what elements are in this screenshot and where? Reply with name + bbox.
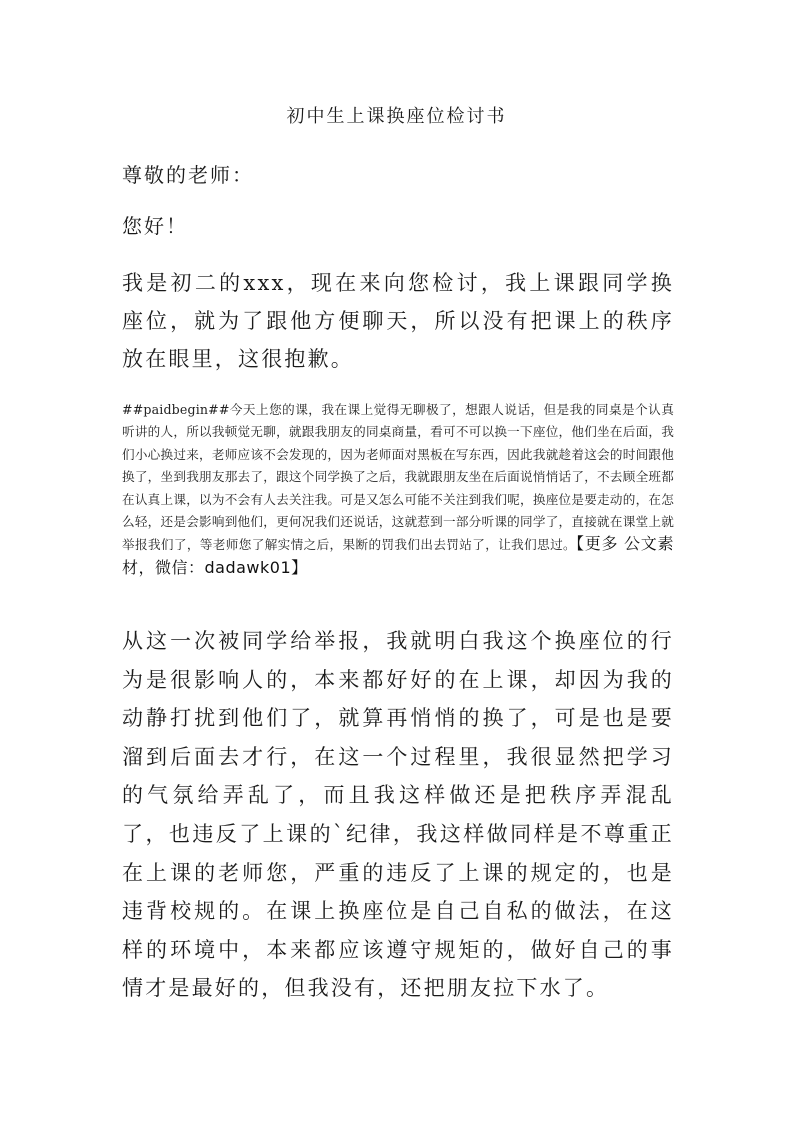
document-title: 初中生上课换座位检讨书 (286, 106, 507, 127)
intro-paragraph: 我是初二的xxx，现在来向您检讨，我上课跟同学换座位，就为了跟他方便聊天，所以没有把课上的秩序放在眼里，这很抱歉。 (122, 271, 674, 371)
salutation: 尊敬的老师： (122, 163, 254, 187)
paid-paragraph-text: ##paidbegin##今天上您的课，我在课上觉得无聊极了，想跟人说话，但是我的同桌是个认真听讲的人，所以我顿觉无聊，就跟我朋友的同桌商量，看可不可以换一下座位，他们坐在后面，我们小心换过来，老师应该不会发现的，因为老师面对黑板在写东西，因此我就趁着这会的时间跟他换了，坐到我朋友那去了，跟这个同学换了之后，我就跟朋友坐在后面说悄悄话了，不去顾全班都在认真上课，以为不会有人去关注我。可是又怎么可能不关注到我们呢，换座位是要走动的，在怎么轻，还是会影响到他们，更何况我们还说话，这就惹到一部分听课的同学了，直接就在课堂上就举报我们了，等老师您了解实情之后，果断的罚我们出去罚站了，让我们思过。 (122, 402, 674, 553)
paid-paragraph (122, 399, 674, 580)
promo-text: 【更多 公文素材，微信：dadawk01】 (122, 534, 675, 577)
body-paragraph: 从这一次被同学给举报，我就明白我这个换座位的行为是很影响人的，本来都好好的在上课，却因为我的动静打扰到他们了，就算再悄悄的换了，可是也是要溜到后面去才行，在这一个过程里，我很显然把学习的气氛给弄乱了，而且我这样做还是把秩序弄混乱了，也违反了上课的`纪律，我这样做同样是不尊重正在上课的老师您，严重的违反了上课的规定的，也是违背校规的。在课上换座位是自己自私的做法，在这样的环境中，本来都应该遵守规矩的，做好自己的事情才是最好的，但我没有，还把朋友拉下水了。 (122, 629, 674, 1001)
greeting: 您好！ (122, 214, 188, 238)
